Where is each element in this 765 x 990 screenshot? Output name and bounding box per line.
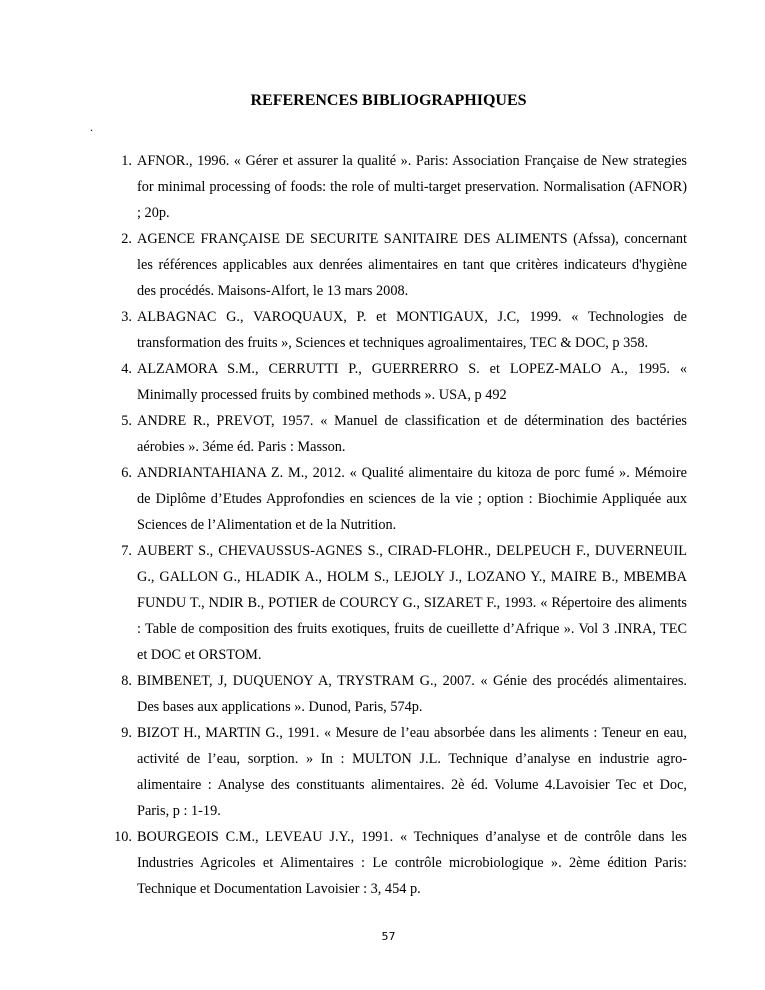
reference-item-1 (0, 148, 687, 226)
page-number: 57 (381, 930, 396, 943)
reference-text: AGENCE FRANÇAISE DE SECURITE SANITAIRE DES ALIMENTS (Afssa), concernant les références applicables aux denrées alimentaires en tant que critères indicateurs d'hygiène des procédés. Maisons-Alfort, le 13 mars 2008. (137, 231, 687, 299)
reference-number: 1. (121, 153, 132, 169)
reference-item-7 (0, 538, 687, 668)
reference-text: ANDRE R., PREVOT, 1957. « Manuel de classification et de détermination des bactéries aérobies ». 3éme éd. Paris : Masson. (137, 413, 687, 455)
reference-number: 4. (121, 361, 132, 377)
reference-number: 10. (114, 829, 132, 845)
reference-text: ANDRIANTAHIANA Z. M., 2012. « Qualité alimentaire du kitoza de porc fumé ». Mémoire de Diplôme d’Etudes Approfondies en sciences de la vie ; option : Biochimie Appliquée aux Sciences de l’Alimentation et de la Nutrition. (137, 465, 687, 533)
reference-item-2 (0, 226, 687, 304)
reference-item-10 (0, 824, 687, 902)
reference-text: AUBERT S., CHEVAUSSUS-AGNES S., CIRAD-FLOHR., DELPEUCH F., DUVERNEUIL G., GALLON G., HLADIK A., HOLM S., LEJOLY J., LOZANO Y., MAIRE B., MBEMBA FUNDU T., NDIR B., POTIER de COURCY G., SIZARET F., 1993. « Répertoire des aliments : Table de composition des fruits exotiques, fruits de cueillette d’Afrique ». Vol 3 .INRA, TEC et DOC et ORSTOM. (137, 543, 687, 663)
reference-item-3 (0, 304, 687, 356)
reference-text: BIZOT H., MARTIN G., 1991. « Mesure de l’eau absorbée dans les aliments : Teneur en eau, activité de l’eau, sorption. » In : MULTON J.L. Technique d’analyse en industrie agro-alimentaire : Analyse des constituants alimentaires. 2è éd. Volume 4.Lavoisier Tec et Doc, Paris, p : 1-19. (137, 725, 687, 819)
reference-text: ALBAGNAC G., VAROQUAUX, P. et MONTIGAUX, J.C, 1999. « Technologies de transformation des fruits », Sciences et techniques agroalimentaires, TEC & DOC, p 358. (137, 309, 687, 351)
reference-text: BOURGEOIS C.M., LEVEAU J.Y., 1991. « Techniques d’analyse et de contrôle dans les Industries Agricoles et Alimentaires : Le contrôle microbiologique ». 2ème édition Paris: Technique et Documentation Lavoisier : 3, 454 p. (137, 829, 687, 897)
reference-number: 8. (121, 673, 132, 689)
reference-item-8 (0, 668, 687, 720)
reference-list (0, 148, 765, 902)
reference-item-6 (0, 460, 687, 538)
reference-number: 3. (121, 309, 132, 325)
stray-mark: . (90, 120, 93, 134)
reference-item-9 (0, 720, 687, 824)
page-title: REFERENCES BIBLIOGRAPHIQUES (250, 92, 527, 109)
reference-item-4 (0, 356, 687, 408)
reference-item-5 (0, 408, 687, 460)
reference-text: BIMBENET, J, DUQUENOY A, TRYSTRAM G., 2007. « Génie des procédés alimentaires. Des bases aux applications ». Dunod, Paris, 574p. (137, 673, 687, 715)
reference-number: 6. (121, 465, 132, 481)
reference-number: 2. (121, 231, 132, 247)
reference-number: 7. (121, 543, 132, 559)
reference-text: ALZAMORA S.M., CERRUTTI P., GUERRERRO S. et LOPEZ-MALO A., 1995. « Minimally processed fruits by combined methods ». USA, p 492 (137, 361, 687, 403)
reference-text: AFNOR., 1996. « Gérer et assurer la qualité ». Paris: Association Française de New strategies for minimal processing of foods: the role of multi-target preservation. Normalisation (AFNOR) ; 20p. (137, 153, 687, 221)
reference-number: 9. (121, 725, 132, 741)
reference-number: 5. (121, 413, 132, 429)
